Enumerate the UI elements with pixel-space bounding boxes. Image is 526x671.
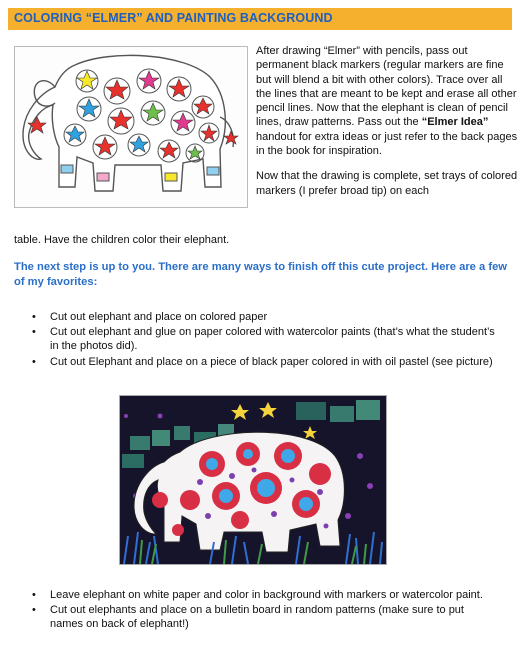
intro-paragraph-2: Now that the drawing is complete, set trays of colored markers (I prefer broad tip) on each bbox=[256, 170, 518, 197]
intro-text-part: handout for extra ideas or just refer to the back pages in the book for inspiration. bbox=[256, 130, 518, 158]
elmer-idea-bold: “Elmer Idea” bbox=[421, 116, 489, 129]
finish-options-list-continued bbox=[30, 588, 500, 633]
list-item: • Cut out Elephant and place on a piece of black paper colored in with oil pastel (see picture) bbox=[32, 355, 493, 368]
elmer-marker-drawing-image bbox=[14, 46, 248, 208]
page-title: COLORING “ELMER” AND PAINTING BACKGROUND bbox=[14, 11, 333, 25]
intro-paragraph-2-continued: table. Have the children color their elephant. bbox=[14, 234, 230, 246]
list-item: • Leave elephant on white paper and color in background with markers or watercolor paint. bbox=[32, 589, 483, 601]
elmer-oil-pastel-photo bbox=[119, 395, 387, 565]
bullet: • bbox=[32, 589, 36, 601]
title-band bbox=[8, 8, 512, 30]
intro-paragraph-1 bbox=[256, 44, 520, 158]
list-item: • Cut out elephant and place on colored paper bbox=[32, 311, 268, 323]
list-item: • Cut out elephants and place on a bulletin board in random patterns (make sure to put names on back of elephant!) bbox=[32, 604, 464, 631]
bullet: • bbox=[32, 604, 36, 617]
bullet: • bbox=[32, 311, 36, 323]
intro-text bbox=[256, 44, 520, 209]
bullet: • bbox=[32, 355, 36, 368]
list-item: • Cut out elephant and glue on paper colored with watercolor paints (that’s what the student’s in the photos did). bbox=[32, 326, 495, 353]
intro-text-part: After drawing “Elmer” with pencils, pass out permanent black markers (regular markers are fine but will blend a bit with other colors). Trace over all the lines that are meant to be kept and erase all other pencil lines. Now that the elephant is clean of pencil lines, draw patterns. Pass out the bbox=[256, 45, 517, 129]
finish-options-list bbox=[30, 310, 500, 370]
next-step-heading: The next step is up to you. There are many ways to finish off this cute project. Here are a few of my favorites: bbox=[14, 261, 507, 288]
bullet: • bbox=[32, 326, 36, 339]
